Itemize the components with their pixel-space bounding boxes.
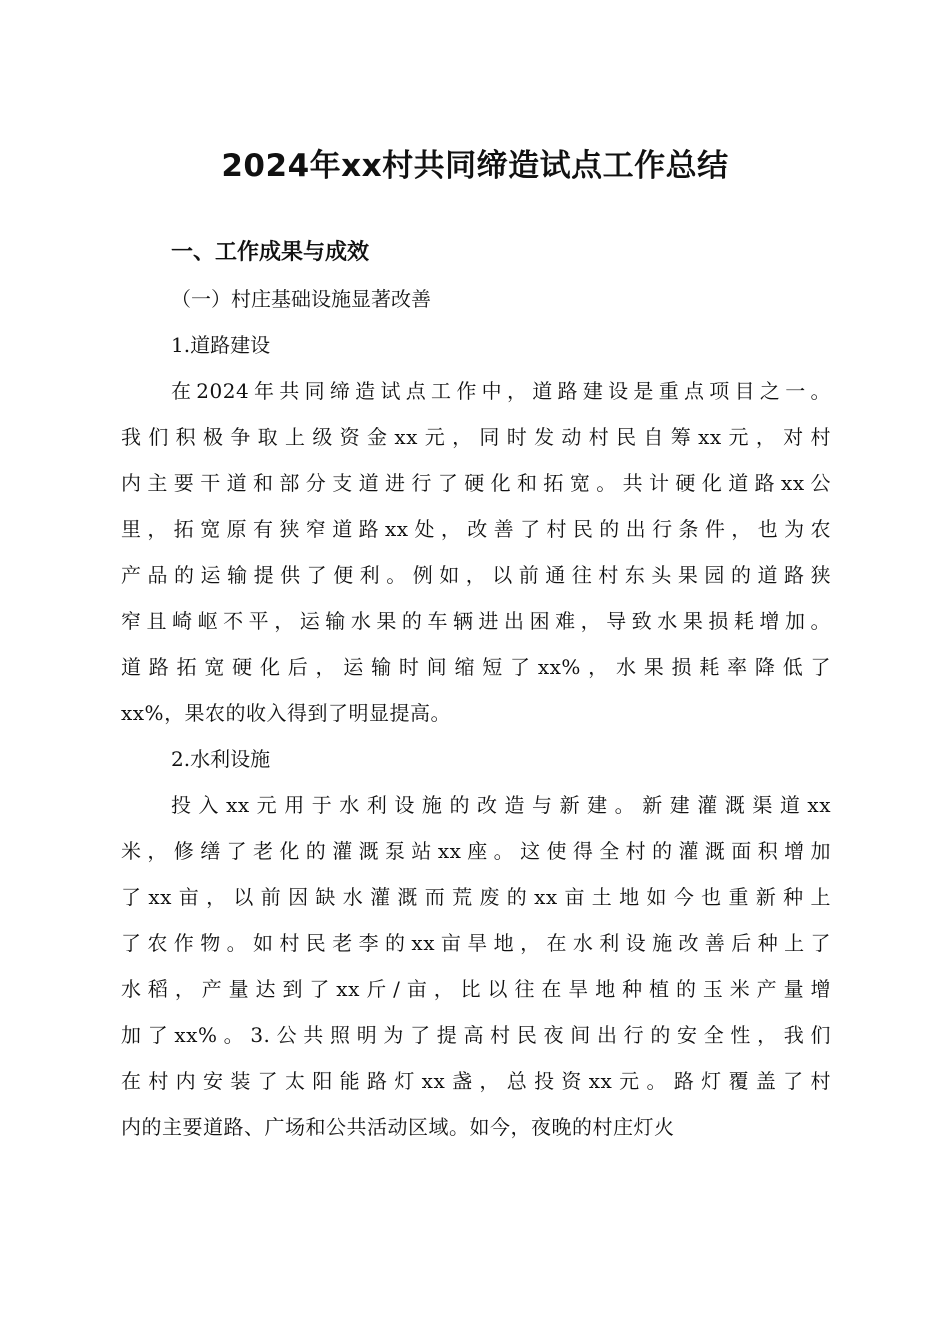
paragraph-line: 内主要干道和部分支道进行了硬化和拓宽。共计硬化道路xx公 — [121, 471, 831, 495]
paragraph-line: 里，拓宽原有狭窄道路xx处，改善了村民的出行条件，也为农 — [121, 517, 831, 541]
section-heading: 一、工作成果与成效 — [171, 240, 370, 265]
paragraph-line: xx%，果农的收入得到了明显提高。 — [121, 701, 452, 725]
paragraph-water-facilities — [121, 782, 831, 1150]
paragraph-line: 加了xx%。3.公共照明为了提高村民夜间出行的安全性，我们 — [121, 1023, 831, 1047]
item-heading-road: 1.道路建设 — [171, 333, 271, 357]
paragraph-line: 了农作物。如村民老李的xx亩旱地，在水利设施改善后种上了 — [121, 931, 831, 955]
paragraph-line: 窄且崎岖不平，运输水果的车辆进出困难，导致水果损耗增加。 — [121, 609, 831, 633]
paragraph-line: 了xx亩，以前因缺水灌溉而荒废的xx亩土地如今也重新种上 — [121, 885, 831, 909]
paragraph-line: 水稻，产量达到了xx斤/亩，比以往在旱地种植的玉米产量增 — [121, 977, 831, 1001]
paragraph-line: 在2024年共同缔造试点工作中，道路建设是重点项目之一。 — [171, 379, 831, 403]
paragraph-line: 在村内安装了太阳能路灯xx盏，总投资xx元。路灯覆盖了村 — [121, 1069, 831, 1093]
paragraph-line: 投入xx元用于水利设施的改造与新建。新建灌溉渠道xx — [171, 793, 831, 817]
paragraph-line: 米，修缮了老化的灌溉泵站xx座。这使得全村的灌溉面积增加 — [121, 839, 831, 863]
document-body — [121, 230, 831, 1150]
subsection-heading: （一）村庄基础设施显著改善 — [171, 287, 431, 311]
paragraph-line: 道路拓宽硬化后，运输时间缩短了xx%，水果损耗率降低了 — [121, 655, 831, 679]
document-title: 2024年xx村共同缔造试点工作总结 — [221, 148, 729, 184]
paragraph-line: 内的主要道路、广场和公共活动区域。如今，夜晚的村庄灯火 — [121, 1115, 675, 1139]
paragraph-line: 产品的运输提供了便利。例如，以前通往村东头果园的道路狭 — [121, 563, 831, 587]
paragraph-line: 我们积极争取上级资金xx元，同时发动村民自筹xx元，对村 — [121, 425, 831, 449]
item-heading-water: 2.水利设施 — [171, 747, 271, 771]
paragraph-road-construction — [121, 368, 831, 736]
